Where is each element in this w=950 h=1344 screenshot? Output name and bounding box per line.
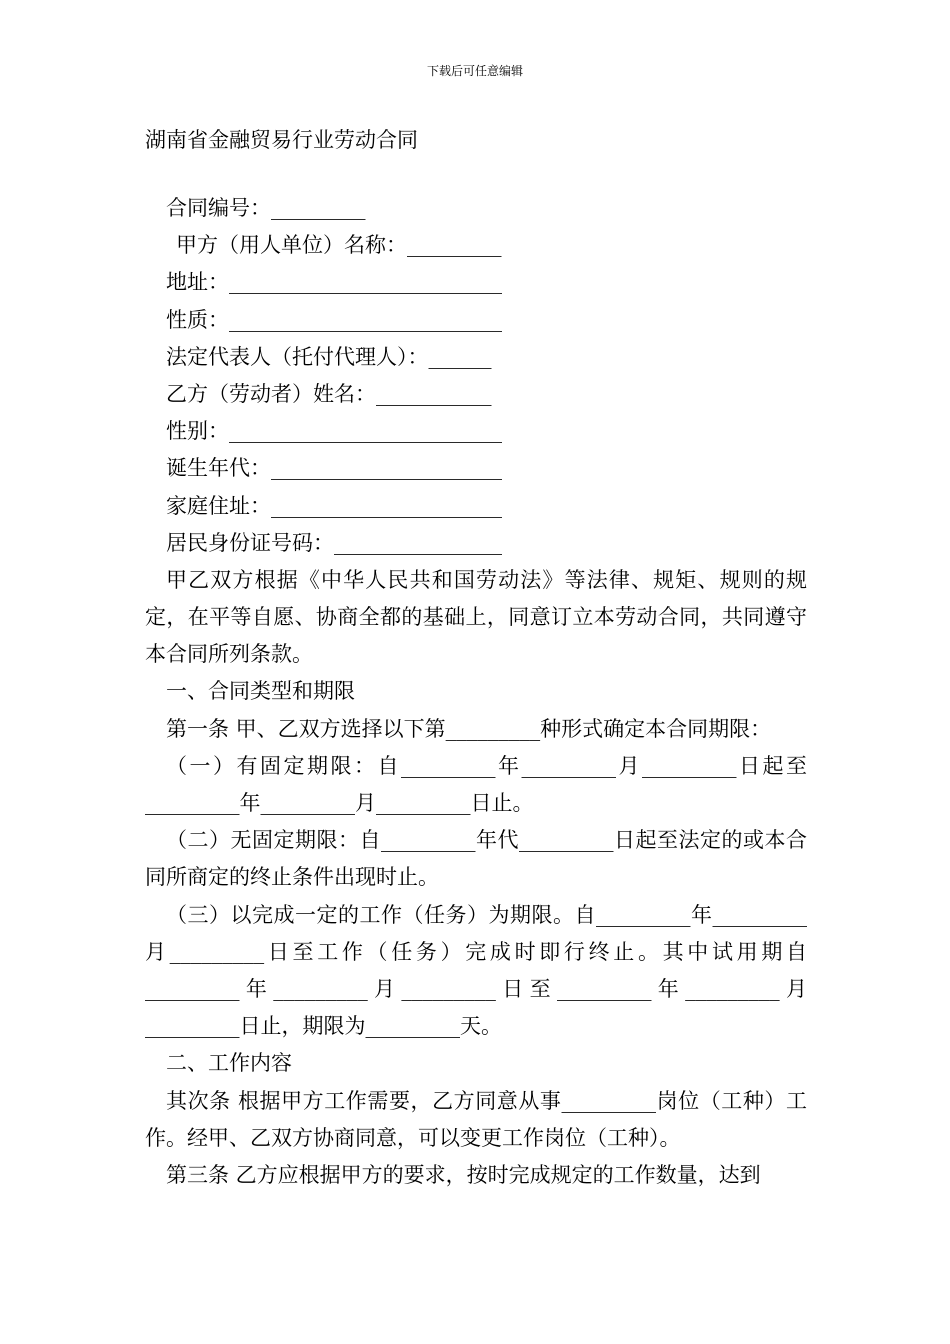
article-2: 其次条 根据甲方工作需要，乙方同意从事_________岗位（工种）工作。经甲、乙双方协商同意，可以变更工作岗位（工种）。 (145, 1088, 807, 1150)
section-heading-type-term: 一、合同类型和期限 (166, 679, 355, 704)
birth-date-field: 诞生年代：______________________ (166, 456, 502, 481)
nature-field: 性质：__________________________ (166, 307, 502, 332)
address-field: 地址：__________________________ (166, 270, 502, 295)
gender-field: 性别：__________________________ (166, 419, 502, 444)
clause-fixed-term: （一）有固定期限：自_________年_________月_________日起至_________年_________月_________日止。 (145, 753, 807, 816)
page-header-note: 下载后可任意编辑 (426, 64, 523, 78)
id-number-field: 居民身份证号码：________________ (166, 530, 502, 555)
contract-number-field: 合同编号：_________ (166, 196, 366, 220)
article-1: 第一条 甲、乙双方选择以下第_________种形式确定本合同期限： (166, 716, 772, 741)
contract-body (145, 190, 807, 1194)
employer-name-field: 甲方（用人单位）名称：_________ (176, 233, 502, 258)
document-title: 湖南省金融贸易行业劳动合同 (145, 128, 418, 152)
legal-representative-field: 法定代表人（托付代理人）：______ (166, 344, 492, 369)
article-3: 第三条 乙方应根据甲方的要求，按时完成规定的工作数量，达到 (166, 1163, 761, 1188)
clause-task-term: （三）以完成一定的工作（任务）为期限。自_________年_________月_________日至工作（任务）完成时即行终止。其中试用期自_________年_________月_________日至_________年_________月_________日止，期限为_________天。 (145, 902, 807, 1039)
clause-open-term: （二）无固定期限：自_________年代_________日起至法定的或本合同所商定的终止条件出现时止。 (145, 828, 807, 890)
preamble-paragraph: 甲乙双方根据《中华人民共和国劳动法》等法律、规矩、规则的规定，在平等自愿、协商全都的基础上，同意订立本劳动合同，共同遵守本合同所列条款。 (145, 567, 807, 667)
employee-name-field: 乙方（劳动者）姓名：___________ (166, 381, 492, 406)
home-address-field: 家庭住址：______________________ (166, 493, 502, 518)
section-heading-work-content: 二、工作内容 (166, 1051, 292, 1076)
